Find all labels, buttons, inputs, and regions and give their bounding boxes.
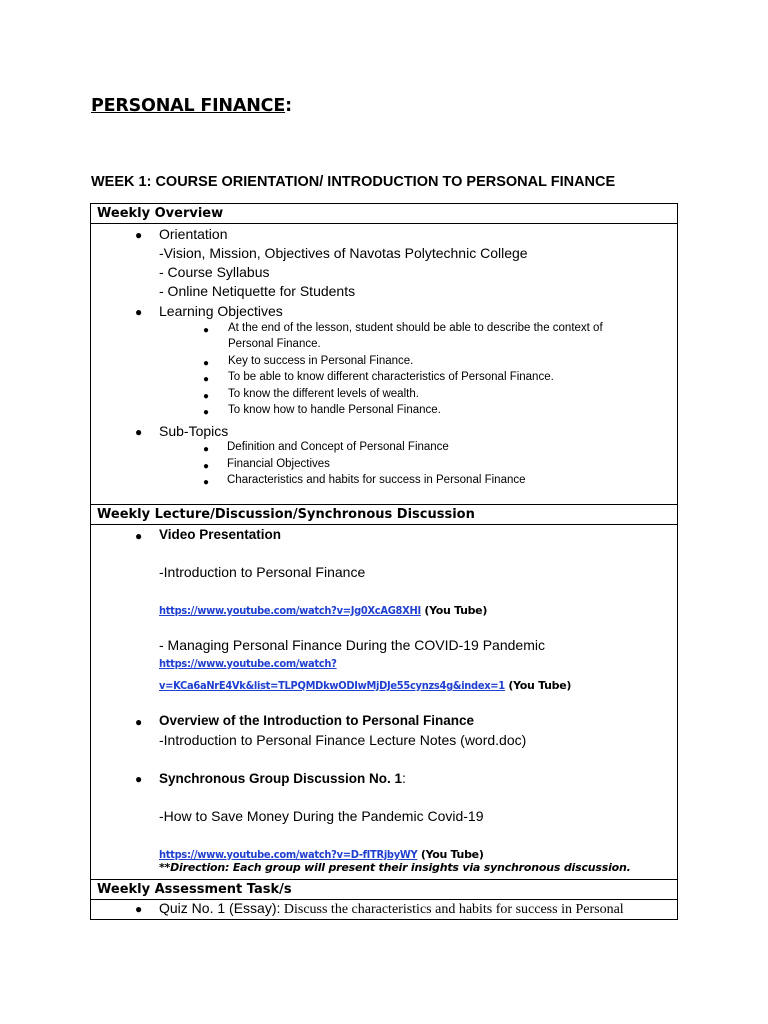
learning-objectives-item: Learning Objectives [159, 303, 283, 319]
weekly-assessment-header: Weekly Assessment Task/s [91, 880, 678, 900]
sync-colon: : [402, 770, 406, 786]
orientation-item: Orientation [159, 226, 228, 242]
bullet-icon: ● [135, 772, 143, 786]
sync-heading-line [159, 770, 406, 788]
link2-source: (You Tube) [504, 679, 572, 692]
course-table [90, 203, 678, 920]
weekly-overview-cell [91, 224, 678, 505]
bullet-icon: ● [203, 407, 210, 418]
link3-source: (You Tube) [417, 848, 484, 861]
objective-item-continued: Personal Finance. [228, 338, 321, 350]
week-heading: WEEK 1: COURSE ORIENTATION/ INTRODUCTION TO PERSONAL FINANCE [91, 174, 616, 190]
managing-line: - Managing Personal Finance During the COVID-19 Pandemic [159, 637, 545, 653]
objective-item: Key to success in Personal Finance. [228, 355, 414, 367]
video-presentation-heading: Video Presentation [159, 527, 282, 542]
objective-item: To know the different levels of wealth. [228, 388, 419, 400]
orientation-line: - Online Netiquette for Students [159, 283, 356, 299]
sync-line: -How to Save Money During the Pandemic Covid-19 [159, 808, 484, 824]
quiz-text: Discuss the characteristics and habits for success in Personal [280, 902, 624, 917]
bullet-icon: ● [135, 902, 143, 916]
weekly-assessment-cell [91, 900, 678, 920]
youtube-link-2[interactable]: https://www.youtube.com/watch? [159, 657, 337, 670]
bullet-icon: ● [203, 461, 210, 472]
title-text: PERSONAL FINANCE [91, 96, 286, 116]
subtopics-item: Sub-Topics [159, 423, 229, 439]
page-title [91, 96, 292, 116]
bullet-icon: ● [135, 228, 143, 242]
quiz-label: Quiz No. 1 (Essay): [159, 900, 281, 916]
weekly-lecture-cell [91, 525, 678, 880]
bullet-icon: ● [203, 444, 210, 455]
bullet-icon: ● [203, 358, 210, 369]
bullet-icon: ● [135, 425, 143, 439]
objective-item: To know how to handle Personal Finance. [228, 404, 441, 416]
weekly-lecture-header: Weekly Lecture/Discussion/Synchronous Discussion [91, 505, 678, 525]
overview-heading: Overview of the Introduction to Personal Finance [159, 713, 475, 728]
youtube-link-2-continued[interactable]: v=KCa6aNrE4Vk&list=TLPQMDkwODIwMjDJe55cynzs4g&index=1 [159, 679, 505, 692]
objective-item: To be able to know different characteristics of Personal Finance. [228, 371, 554, 383]
objective-item: At the end of the lesson, student should be able to describe the context of [228, 322, 603, 334]
youtube-link-3[interactable]: https://www.youtube.com/watch?v=D-fITRjbyWY [159, 848, 418, 861]
link2-line [159, 676, 571, 694]
bullet-icon: ● [203, 325, 210, 336]
direction-note: **Direction: Each group will present their insights via synchronous discussion. [159, 861, 631, 874]
quiz-line [159, 900, 624, 918]
link1-line [159, 601, 487, 619]
link1-source: (You Tube) [420, 604, 488, 617]
orientation-line: -Vision, Mission, Objectives of Navotas Polytechnic College [159, 245, 528, 261]
sync-heading: Synchronous Group Discussion No. 1 [159, 771, 403, 786]
subtopic-item: Financial Objectives [227, 458, 330, 470]
bullet-icon: ● [135, 715, 143, 729]
overview-line: -Introduction to Personal Finance Lecture Notes (word.doc) [159, 732, 527, 748]
orientation-line: - Course Syllabus [159, 264, 270, 280]
bullet-icon: ● [203, 374, 210, 385]
bullet-icon: ● [135, 529, 143, 543]
intro-line: -Introduction to Personal Finance [159, 564, 366, 580]
bullet-icon: ● [203, 391, 210, 402]
youtube-link-1[interactable]: https://www.youtube.com/watch?v=Jg0XcAG8XHI [159, 604, 421, 617]
subtopic-item: Characteristics and habits for success in Personal Finance [227, 474, 526, 486]
bullet-icon: ● [203, 477, 210, 488]
weekly-overview-header: Weekly Overview [91, 204, 678, 224]
title-colon: : [285, 96, 292, 116]
bullet-icon: ● [135, 305, 143, 319]
subtopic-item: Definition and Concept of Personal Finance [227, 441, 449, 453]
